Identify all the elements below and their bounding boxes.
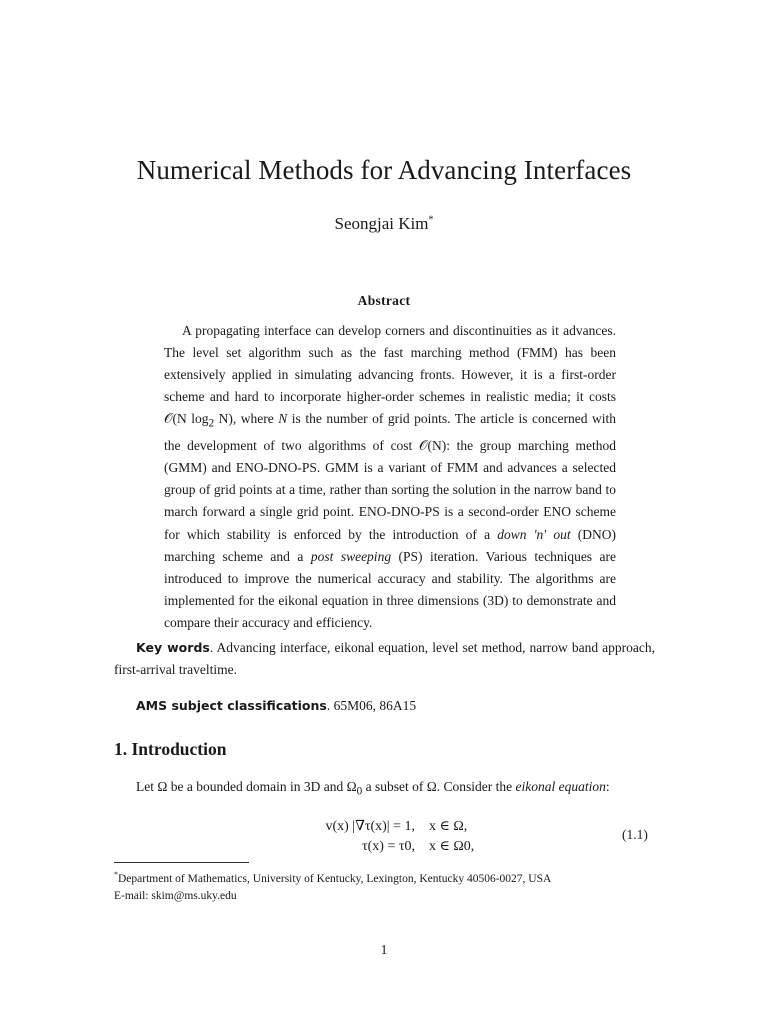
equation-rhs: x ∈ Ω, (429, 819, 468, 834)
abstract-body (164, 320, 616, 634)
abstract-text: (PS) iteration. Various techniques are introduced to improve the numerical accuracy and stability. The algorithms are implemented for the eikonal equation in three dimensions (3D) to demonstrate and compare their accuracy and efficiency. (164, 548, 617, 630)
abstract-emphasis: post sweeping (310, 548, 392, 564)
abstract-text: (DNO) marching scheme and a (164, 526, 616, 564)
intro-text: a subset of Ω. Consider the (362, 779, 516, 794)
section-heading: 1. Introduction (114, 739, 227, 759)
intro-text: Let Ω be a bounded domain in 3D and Ω (136, 779, 357, 794)
intro-emphasis: eikonal equation (515, 779, 606, 794)
abstract-text: : the group marching method (GMM) and ENO-DNO-PS. GMM is a variant of FMM and advances a selected group of grid points at a time, rather than sorting the solution in the narrow band to march forward a single grid point. ENO-DNO-PS is a second-order ENO scheme for which stability is enforced by the introduction of a (164, 438, 617, 542)
log-base: 2 (208, 418, 215, 431)
footnote-mark: * (114, 870, 118, 879)
ams-paragraph (114, 695, 655, 717)
keywords-paragraph (114, 637, 655, 681)
ams-text: . 65M06, 86A15 (326, 698, 417, 713)
equation-number: (1.1) (622, 827, 648, 842)
footnote-affiliation: Department of Mathematics, University of Kentucky, Lexington, Kentucky 40506-0027, USA (118, 872, 552, 885)
footnote-email: E-mail: skim@ms.uky.edu (114, 889, 237, 902)
author-footnote-mark: * (428, 214, 434, 226)
keywords-label: Key words (136, 640, 210, 655)
abstract-text: is the number of grid points. The article is concerned with the development of two algorithms of cost (164, 411, 616, 454)
ams-label: AMS subject classifications (136, 698, 327, 713)
intro-paragraph (114, 776, 655, 803)
author-name (0, 214, 768, 234)
page-number: 1 (380, 942, 388, 957)
complexity-formula: 𝒪(N) (418, 438, 447, 454)
abstract-text: A propagating interface can develop corners and discontinuities as it advances. The level set algorithm such as the fast marching method (FMM) has been extensively applied in simulating advancing fronts. However, it is a first-order scheme and hard to incorporate higher-order schemes in realistic media; it costs (164, 323, 616, 405)
complexity-formula: 𝒪(N log (164, 411, 209, 427)
intro-text: : (605, 779, 610, 794)
footnote (114, 866, 659, 905)
subscript: 0 (356, 785, 363, 798)
equation-lhs: τ(x) = τ0, (362, 839, 415, 854)
equation-rhs: x ∈ Ω0, (429, 839, 475, 854)
equation-line-2 (250, 838, 474, 855)
abstract-variable: N (278, 411, 288, 427)
keywords-text: . Advancing interface, eikonal equation, level set method, narrow band approach, first-arrival traveltime. (114, 640, 655, 677)
footnote-rule (114, 862, 249, 863)
abstract-text: N), where (214, 411, 279, 427)
equation-lhs: v(x) |∇τ(x)| = 1, (325, 819, 415, 834)
abstract-emphasis: down 'n' out (497, 526, 571, 542)
author-name-text: Seongjai Kim (334, 214, 429, 233)
abstract-heading: Abstract (357, 293, 411, 308)
equation-line-1 (250, 818, 467, 835)
paper-title: Numerical Methods for Advancing Interfaces (136, 155, 632, 185)
